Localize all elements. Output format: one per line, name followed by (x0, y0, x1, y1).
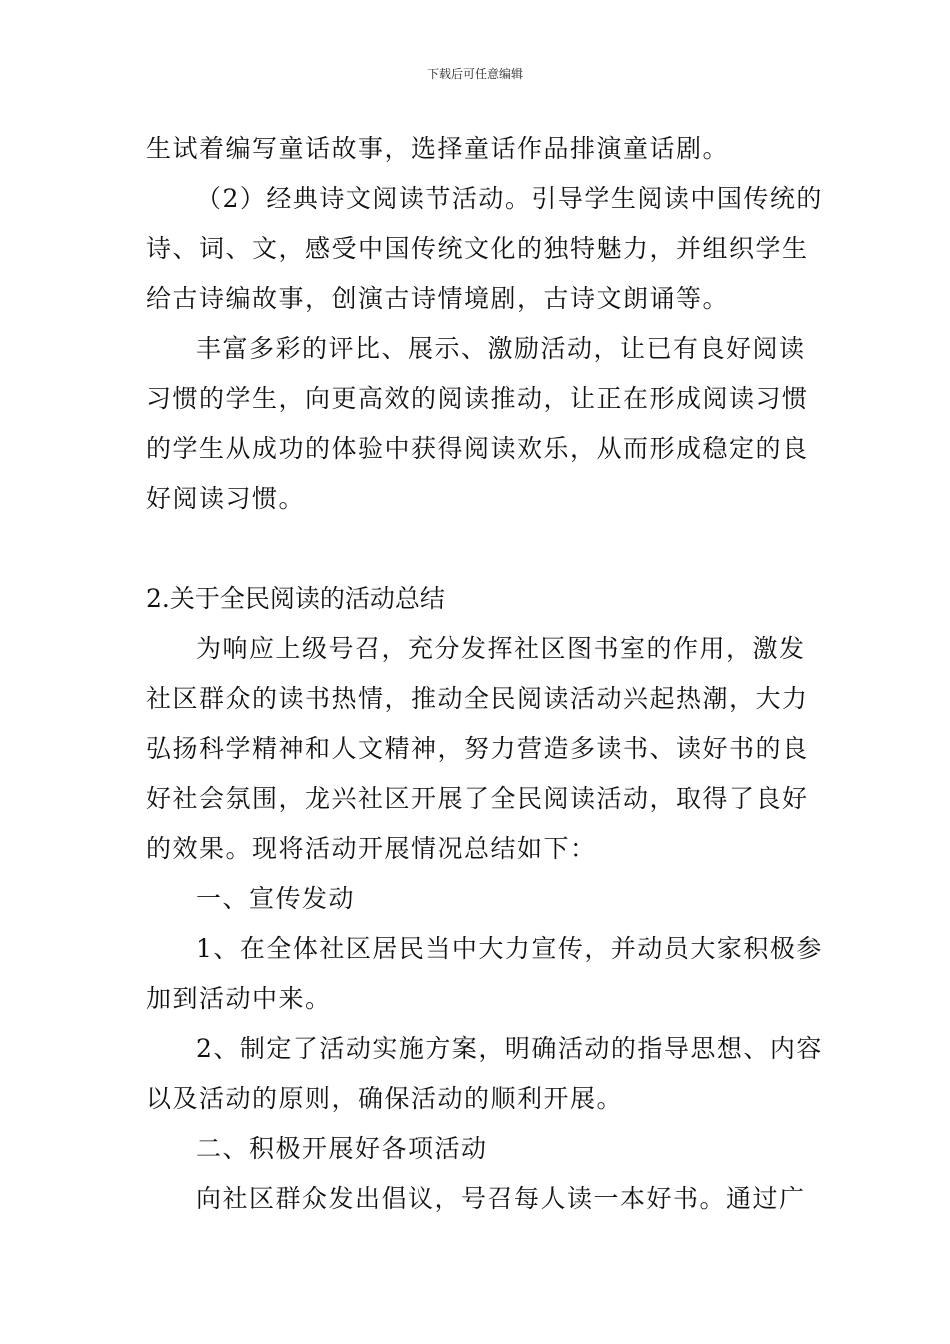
sub-heading: 一、宣传发动 (196, 884, 356, 913)
document-body (146, 124, 823, 1224)
paragraph-line: 2、制定了活动实施方案，明确活动的指导思想、内容 (196, 1034, 823, 1063)
paragraph-line: 弘扬科学精神和人文精神，努力营造多读书、读好书的良 (146, 734, 809, 763)
section-heading: 2.关于全民阅读的活动总结 (146, 584, 445, 613)
paragraph-line: 习惯的学生，向更高效的阅读推动，让正在形成阅读习惯 (146, 384, 809, 413)
sub-heading: 二、积极开展好各项活动 (196, 1134, 488, 1163)
paragraph-line: 以及活动的原则，确保活动的顺利开展。 (146, 1084, 624, 1113)
paragraph-line: 诗、词、文，感受中国传统文化的独特魅力，并组织学生 (146, 234, 809, 263)
paragraph-line: 1、在全体社区居民当中大力宣传，并动员大家积极参 (196, 934, 823, 963)
paragraph-line: 的效果。现将活动开展情况总结如下： (146, 834, 597, 863)
paragraph-line: 为响应上级号召，充分发挥社区图书室的作用，激发 (196, 634, 806, 663)
paragraph-line: 生试着编写童话故事，选择童话作品排演童话剧。 (146, 134, 730, 163)
paragraph-line: 丰富多彩的评比、展示、激励活动，让已有良好阅读 (196, 334, 806, 363)
paragraph-spacer (146, 524, 810, 574)
paragraph-line: （2）经典诗文阅读节活动。引导学生阅读中国传统的 (196, 184, 823, 213)
paragraph-line: 加到活动中来。 (146, 984, 332, 1013)
paragraph-line: 的学生从成功的体验中获得阅读欢乐，从而形成稳定的良 (146, 434, 809, 463)
paragraph-line: 给古诗编故事，创演古诗情境剧，古诗文朗诵等。 (146, 284, 730, 313)
paragraph-line: 好社会氛围，龙兴社区开展了全民阅读活动，取得了良好 (146, 784, 809, 813)
paragraph-line: 好阅读习惯。 (146, 484, 306, 513)
page-header-note: 下载后可任意编辑 (426, 67, 523, 81)
paragraph-line: 社区群众的读书热情，推动全民阅读活动兴起热潮，大力 (146, 684, 809, 713)
paragraph-line: 向社区群众发出倡议，号召每人读一本好书。通过广 (196, 1184, 806, 1213)
